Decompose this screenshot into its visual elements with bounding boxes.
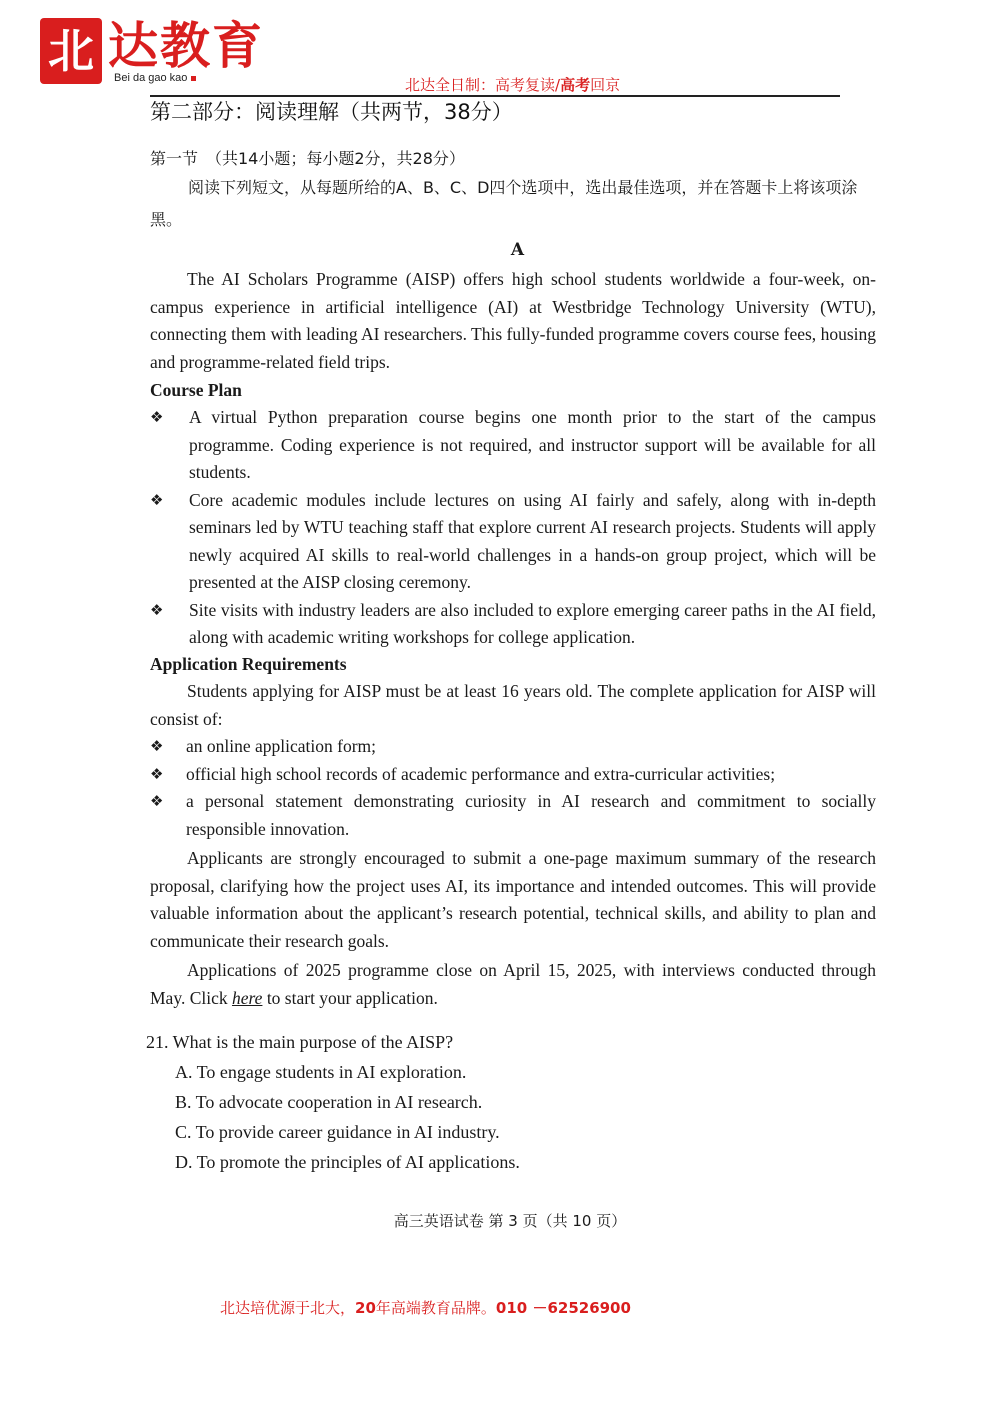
option-a: A. To engage students in AI exploration.: [175, 1062, 467, 1082]
diamond-bullet-icon: ❖: [150, 408, 164, 426]
option-d: D. To promote the principles of AI applications.: [175, 1152, 520, 1172]
passage-intro: The AI Scholars Programme (AISP) offers high school students worldwide a four-week, on-campus experience in artificial intelligence (AI) at Westbridge Technology University (WTU), connecting them with leading AI researchers. This fully-funded programme covers course fees, housing and programme-related field trips.: [150, 269, 876, 372]
closing-text-before: Applications of 2025 programme close on April 15, 2025, with interviews conducted through May. Click: [150, 960, 876, 1008]
list-item: [150, 487, 876, 597]
square-icon: [191, 76, 196, 81]
question-stem: 21. What is the main purpose of the AISP?: [146, 1032, 454, 1052]
header-tagline: [405, 74, 620, 95]
list-item-text: an online application form;: [186, 736, 377, 756]
logo-char: 北: [48, 24, 94, 78]
requirements-heading: Application Requirements: [150, 654, 347, 674]
closing-paragraph: [150, 957, 876, 1012]
diamond-bullet-icon: ❖: [150, 490, 164, 509]
logo-mark: [40, 18, 102, 84]
passage-label: A: [510, 240, 525, 260]
list-item-text: official high school records of academic performance and extra-curricular activities;: [186, 763, 776, 784]
diamond-bullet-icon: ❖: [150, 600, 164, 619]
tagline-part-b: 高考: [560, 76, 591, 94]
promo-part-c: 年高端教育品牌。: [375, 1299, 496, 1317]
tagline-part-c: 回京: [590, 76, 621, 94]
option-c: C. To provide career guidance in AI industry.: [175, 1122, 500, 1142]
part-title: 第二部分：阅读理解（共两节，38分）: [150, 100, 513, 124]
list-item: [150, 597, 876, 652]
section-title: 第一节 （共14小题；每小题2分，共28分）: [150, 149, 465, 168]
tagline-part-a: 北达全日制：高考复读/: [405, 76, 561, 94]
list-item-text: a personal statement demonstrating curiosity in AI research and commitment to socially responsible innovation.: [186, 791, 876, 839]
list-item: [150, 788, 876, 843]
promo-part-b: 20: [355, 1299, 376, 1317]
promo-phone: 010 －62526900: [495, 1299, 631, 1317]
list-item: [150, 761, 876, 789]
option-b: B. To advocate cooperation in AI research.: [175, 1092, 483, 1112]
course-plan-list: [150, 404, 876, 652]
list-item: [150, 733, 876, 761]
logo-text: 达教育: [108, 16, 264, 75]
summary-paragraph: Applicants are strongly encouraged to submit a one-page maximum summary of the research proposal, clarifying how the project uses AI, its importance and intended outcomes. This will provide valuable information about the applicant’s research potential, technical skills, and ability to plan and communicate their research goals.: [150, 848, 876, 951]
requirements-list: [150, 733, 876, 843]
logo-subtitle-text: Bei da gao kao: [114, 72, 188, 84]
course-plan-heading: Course Plan: [150, 380, 242, 400]
closing-text-after: to start your application.: [262, 987, 438, 1008]
list-item: [150, 404, 876, 487]
list-item-text: Core academic modules include lectures on using AI fairly and safely, along with in-depth seminars led by WTU teaching staff that explore current AI research projects. Students will apply newly acquired AI skills to real-world challenges in a hands-on group project, which will be presented at the AISP closing ceremony.: [189, 489, 876, 592]
list-item-text: Site visits with industry leaders are also included to explore emerging career paths in the AI field, along with academic writing workshops for college application.: [189, 599, 876, 647]
instructions: 阅读下列短文，从每题所给的A、B、C、D四个选项中，选出最佳选项，并在答题卡上将该项涂黑。: [150, 178, 858, 229]
footer-promo: [220, 1297, 631, 1318]
list-item-text: A virtual Python preparation course begins one month prior to the start of the campus programme. Coding experience is not required, and instructor support will be available for all students.: [189, 407, 876, 482]
application-link[interactable]: here: [231, 987, 263, 1008]
page-number: 高三英语试卷 第 3 页（共 10 页）: [393, 1212, 627, 1230]
requirements-intro: Students applying for AISP must be at least 16 years old. The complete application for AISP will consist of:: [150, 681, 876, 729]
diamond-bullet-icon: ❖: [150, 737, 164, 755]
diamond-bullet-icon: ❖: [150, 764, 164, 783]
diamond-bullet-icon: ❖: [150, 792, 164, 810]
promo-part-a: 北达培优源于北大，: [220, 1299, 356, 1317]
logo-subtitle: [114, 72, 196, 84]
